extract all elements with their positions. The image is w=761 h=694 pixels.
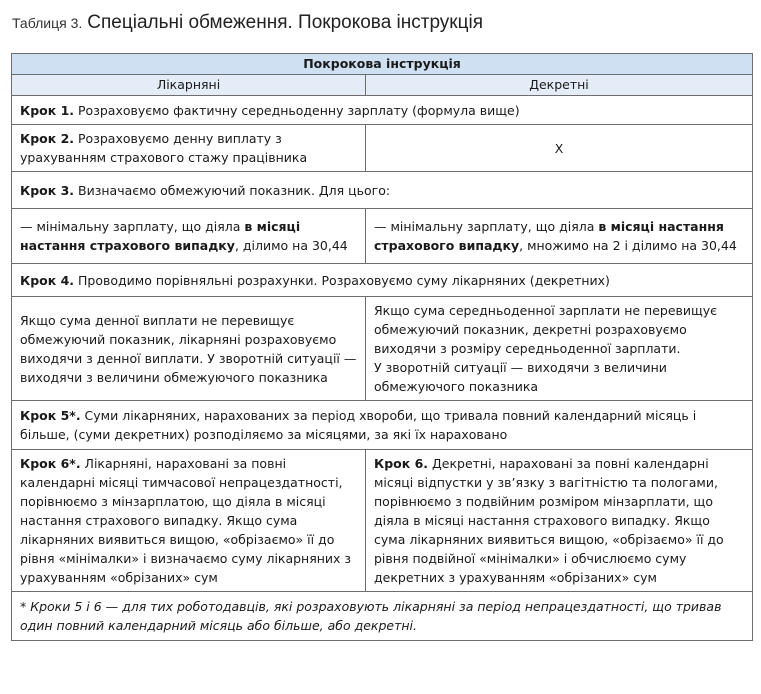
step-2-row [12, 125, 753, 172]
step-3-sick-bold: в місяці настання страхового випадку [20, 219, 301, 253]
table-header: Покрокова інструкція [12, 54, 753, 75]
step-3-detail-row [12, 209, 753, 264]
step-5-label: Крок 5*. [20, 408, 81, 423]
table-caption [12, 12, 483, 34]
step-1-cell [12, 96, 753, 125]
footnote-row [12, 592, 753, 641]
step-6-sick-text: Лікарняні, нараховані за повні календарні місяці тимчасової непрацездатності, порівнюємо з мінзарплатою, що діяла в місяці настання страхового випадку. Якщо сума лікарняних виявиться вищою, «обрізаємо» її до рівня «мінімалки» і визначаємо суму лікарняних з урахуванням «обрізаних» сум [20, 456, 352, 585]
step-2-label: Крок 2. [20, 131, 75, 146]
step-3-sick-cell [12, 209, 366, 264]
step-3-text: Визначаємо обмежуючий показник. Для цього: [74, 182, 391, 198]
step-3-maternity-pre: — мінімальну зарплату, що діяла [374, 219, 599, 234]
step-1-row [12, 96, 753, 125]
step-6-maternity-cell [366, 450, 753, 592]
step-4-sick-cell: Якщо сума денної виплати не перевищує обмежуючий показник, лікарняні розраховуємо виходячи з денної виплати. У зворотній ситуації — виходячи з величини обмежуючого показника [12, 297, 366, 401]
column-header-maternity: Декретні [366, 75, 753, 96]
caption-label: Таблиця 3. [12, 15, 83, 31]
step-6-sick-cell [12, 450, 366, 592]
step-4-cell [12, 264, 753, 297]
step-2-maternity-cell: Х [366, 125, 753, 172]
step-6-maternity-text: Декретні, нараховані за повні календарні місяці відпустки у зв’язку з вагітністю та пологами, порівнюємо з подвійним розміром мінзарплати, що діяла в місяці настання страхового випадку. Якщо сума лікарняних виявиться вищою, «обрізаємо» її до рівня подвійної «мінімалки» і обчислюємо суму декретних з урахуванням «обрізаних» сум [374, 456, 724, 585]
step-4-maternity-text-2: У зворотній ситуації — виходячи з величини обмежуючого показника [374, 360, 667, 394]
step-1-text: Розраховуємо фактичну середньоденну зарплату (формула вище) [74, 102, 520, 118]
step-5-row [12, 401, 753, 450]
step-1-label: Крок 1. [20, 102, 75, 118]
step-3-row [12, 172, 753, 209]
step-3-sick-post: , ділимо на 30,44 [234, 238, 348, 253]
step-6-maternity-label: Крок 6. [374, 456, 429, 471]
step-6-sick-label: Крок 6*. [20, 456, 81, 471]
step-4-row [12, 264, 753, 297]
step-3-label: Крок 3. [20, 182, 75, 198]
step-4-text: Проводимо порівняльні розрахунки. Розраховуємо суму лікарняних (декретних) [74, 272, 610, 288]
step-2-text: Розраховуємо денну виплату з урахуванням страхового стажу працівника [20, 131, 308, 165]
column-header-sick-leave: Лікарняні [12, 75, 366, 96]
step-3-maternity-cell [366, 209, 753, 264]
step-5-text: Суми лікарняних, нарахованих за період хвороби, що тривала повний календарний місяць і більше, (суми декретних) розподіляємо за місяцями, за які їх нараховано [20, 408, 697, 442]
step-4-detail-row [12, 297, 753, 401]
step-5-cell [12, 401, 753, 450]
instructions-table [11, 53, 753, 641]
caption-title: Спеціальні обмеження. Покрокова інструкція [87, 12, 484, 33]
step-4-label: Крок 4. [20, 272, 75, 288]
step-3-maternity-bold: в місяці настання страхового випадку [374, 219, 724, 253]
step-4-maternity-text-1: Якщо сума середньоденної зарплати не перевищує обмежуючий показник, декретні розраховуємо виходячи з розміру середньоденної зарплати. [374, 303, 718, 356]
step-6-row [12, 450, 753, 592]
step-3-sick-pre: — мінімальну зарплату, що діяла [20, 219, 245, 234]
table-header-row [12, 54, 753, 75]
step-3-cell [12, 172, 753, 209]
step-3-maternity-post: , множимо на 2 і ділимо на 30,44 [519, 238, 737, 253]
column-header-row [12, 75, 753, 96]
step-2-sick-cell [12, 125, 366, 172]
footnote: * Кроки 5 і 6 — для тих роботодавців, які розраховують лікарняні за період непрацездатності, що тривав один повний календарний місяць або більше, або декретні. [12, 592, 753, 641]
step-4-maternity-cell [366, 297, 753, 401]
